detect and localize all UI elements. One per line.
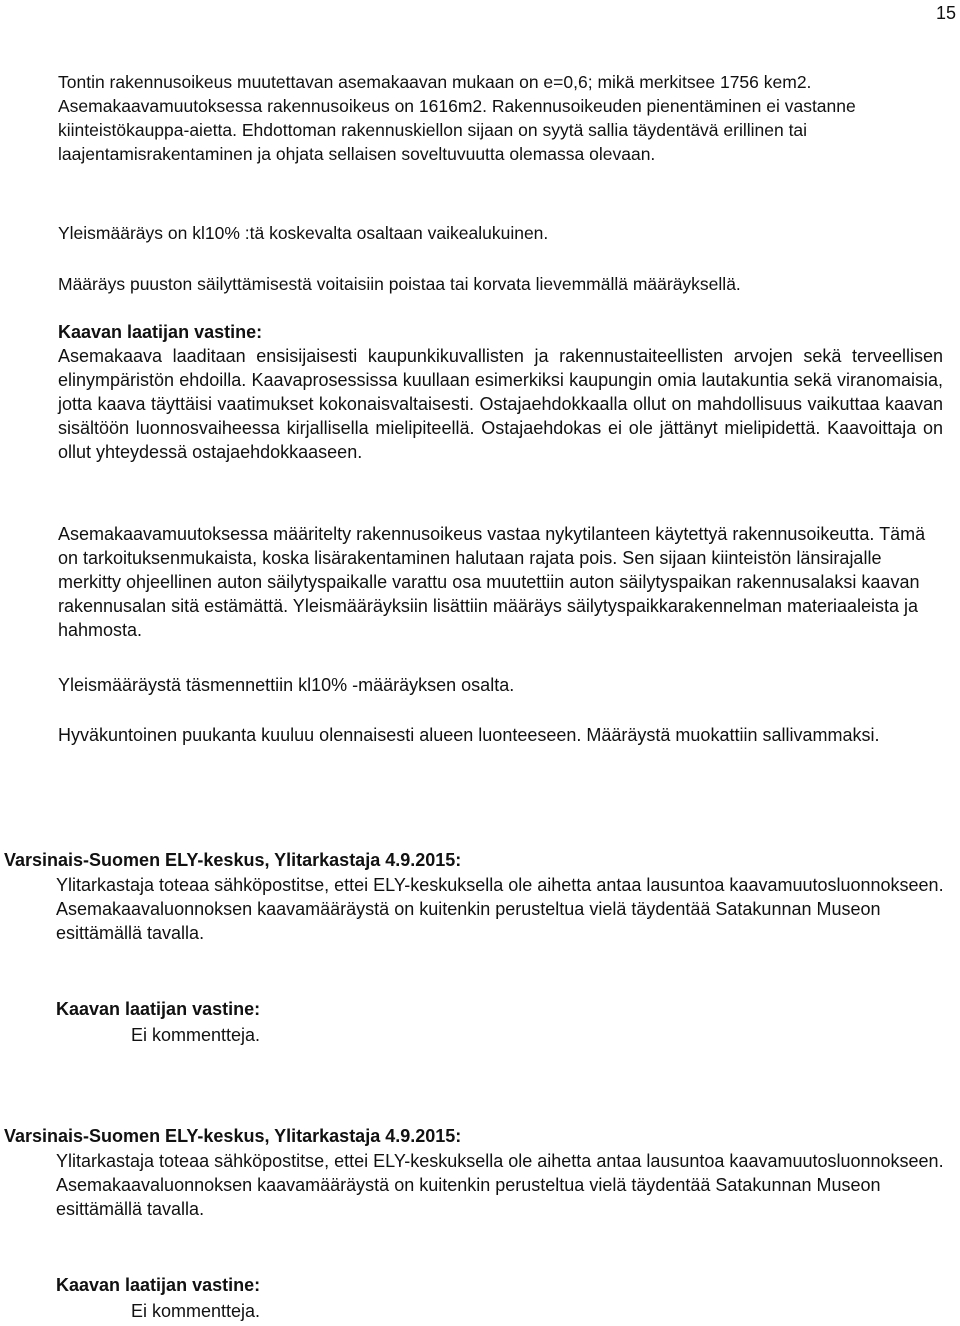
opinion-text-2 — [58, 221, 936, 245]
response-paragraph: Hyväkuntoinen puukanta kuuluu olennaisesti alueen luonteeseen. Määräystä muokattiin sallivammaksi. — [58, 725, 880, 745]
statement-response-text-1 — [131, 1023, 631, 1047]
response-paragraph: Asemakaava laaditaan ensisijaisesti kaupunkikuvallisten ja rakennustaiteellisten arvojen sekä terveellisen elinympäristön ehdoilla. Kaavaprosessissa kuullaan esimerkiksi kaupungin omia lautakuntia sekä viranomaisia, jotta kaava täyttäisi vaatimukset kokonaisvaltaisesti. Ostajaehdokkaalla ollut on mahdollisuus vaikuttaa kaavan sisältöön luonnosvaiheessa kirjallisella mielipiteellä. Ostajaehdokas ei ole jättänyt mielipidettä. Kaavoittaja on ollut yhteydessä ostajaehdokkaaseen. — [58, 346, 943, 462]
statement-heading-1 — [4, 848, 956, 872]
response-paragraph: Asemakaavamuutoksessa määritelty rakennusoikeus vastaa nykytilanteen käytettyä rakennusoikeutta. Tämä on tarkoituksenmukaista, koska lisärakentaminen halutaan rajata pois. Sen sijaan kiinteistön länsirajalle merkitty ohjeellinen auton säilytyspaikalle varattu osa muutettiin auton säilytyspaikan rakennusalaksi kaavan rakennusalan sitä estämättä. Yleismääräyksiin lisättiin määräys säilytyspaikkarakennelman materiaaleista ja hahmosta. — [58, 524, 926, 640]
opinion-text-3 — [58, 272, 936, 296]
opinion-text-1 — [58, 70, 936, 166]
statement-response-label-1 — [56, 997, 556, 1021]
statement-heading: Varsinais-Suomen ELY-keskus, Ylitarkastaja 4.9.2015: — [4, 1126, 462, 1146]
response-text-4 — [58, 723, 938, 747]
statement-paragraph: Ylitarkastaja toteaa sähköpostitse, ettei ELY-keskuksella ole aihetta antaa lausuntoa kaavamuutosluonnokseen. Asemakaavaluonnoksen kaavamääräystä on kuitenkin perusteltua vielä täydentää Satakunnan Museon esittämällä tavalla. — [56, 875, 944, 943]
response-text-3 — [58, 673, 938, 697]
statement-heading-2 — [4, 1124, 956, 1148]
statement-body-2 — [56, 1149, 956, 1221]
response-paragraph: Yleismääräystä täsmennettiin kl10% -määräyksen osalta. — [58, 675, 515, 695]
response-label: Kaavan laatijan vastine: — [56, 999, 261, 1019]
response-label: Kaavan laatijan vastine: — [58, 322, 263, 342]
statement-paragraph: Ylitarkastaja toteaa sähköpostitse, ettei ELY-keskuksella ole aihetta antaa lausuntoa kaavamuutosluonnokseen. Asemakaavaluonnoksen kaavamääräystä on kuitenkin perusteltua vielä täydentää Satakunnan Museon esittämällä tavalla. — [56, 1151, 944, 1219]
response-text: Ei kommentteja. — [131, 1301, 261, 1321]
opinion-paragraph: Määräys puuston säilyttämisestä voitaisiin poistaa tai korvata lievemmällä määräyksellä. — [58, 274, 741, 294]
response-label: Kaavan laatijan vastine: — [56, 1275, 261, 1295]
response-text: Ei kommentteja. — [131, 1025, 261, 1045]
statement-heading: Varsinais-Suomen ELY-keskus, Ylitarkastaja 4.9.2015: — [4, 850, 462, 870]
statement-response-text-2 — [131, 1299, 631, 1323]
response-text-2 — [58, 522, 938, 642]
page-number: 15 — [935, 3, 956, 23]
statement-body-1 — [56, 873, 956, 945]
statement-response-label-2 — [56, 1273, 556, 1297]
response-block-1 — [58, 320, 943, 464]
opinion-paragraph: Tontin rakennusoikeus muutettavan asemakaavan mukaan on e=0,6; mikä merkitsee 1756 kem2. Asemakaavamuutoksessa rakennusoikeus on 1616m2. Rakennusoikeuden pienentäminen ei vastanne kiinteistökauppa-aietta. Ehdottoman rakennuskiellon sijaan on syytä sallia täydentävä erillinen tai laajentamisrakentaminen ja ohjata sellaisen soveltuvuutta olemassa olevaan. — [58, 72, 856, 164]
opinion-paragraph: Yleismääräys on kl10% :tä koskevalta osaltaan vaikealukuinen. — [58, 223, 549, 243]
